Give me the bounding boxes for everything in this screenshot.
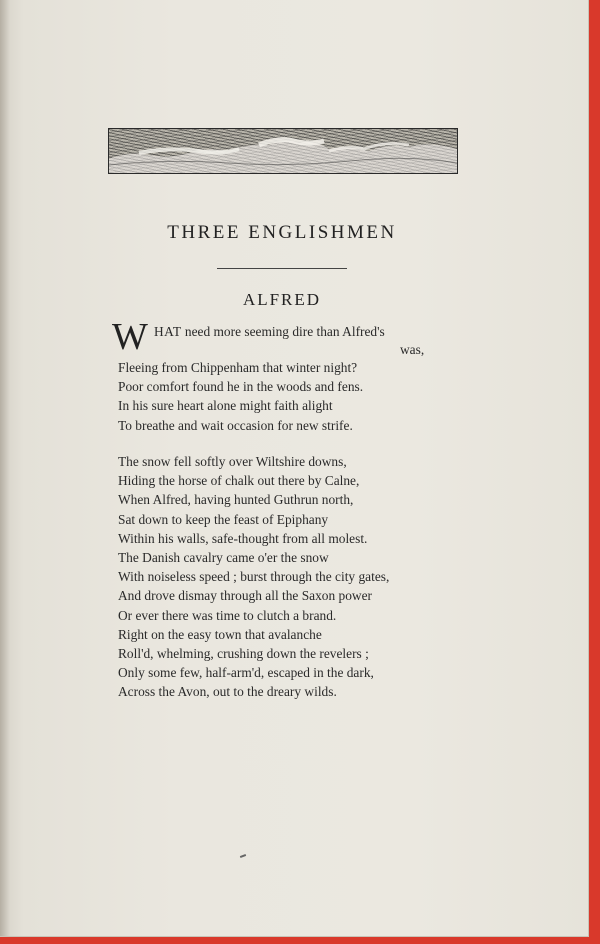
page-title: THREE ENGLISHMEN (167, 222, 397, 243)
poem-line: Fleeing from Chippenham that winter night? (118, 360, 358, 375)
poem-line: In his sure heart alone might faith alight (118, 398, 333, 414)
stanza-2 (118, 452, 389, 701)
poem-line: Within his walls, safe-thought from all molest. (118, 530, 368, 546)
engraved-landscape-icon (109, 129, 457, 173)
first-line-overflow: was, (400, 342, 425, 357)
poem-line: Sat down to keep the feast of Epiphany (118, 511, 329, 527)
poem-line: Right on the easy town that avalanche (118, 626, 322, 642)
poem-line: Only some few, half-arm'd, escaped in the dark, (118, 665, 374, 681)
poem-line: The snow fell softly over Wiltshire downs, (118, 454, 347, 469)
poem-line: Across the Avon, out to the dreary wilds. (118, 684, 337, 700)
poem-line: The Danish cavalry came o'er the snow (118, 549, 329, 565)
poem-line: Poor comfort found he in the woods and fens. (118, 379, 364, 395)
poem-line: When Alfred, having hunted Guthrun north, (118, 492, 354, 508)
spine-shadow (0, 0, 10, 936)
title-divider (217, 268, 347, 269)
poem-first-line (154, 324, 385, 340)
poem-line: To breathe and wait occasion for new strife. (118, 417, 353, 433)
drop-cap: W (112, 316, 148, 358)
paper-speck (240, 854, 246, 858)
poem-line: Roll'd, whelming, crushing down the revelers ; (118, 645, 369, 661)
poem-line: Or ever there was time to clutch a brand. (118, 607, 337, 623)
poem-line: With noiseless speed ; burst through the city gates, (118, 569, 390, 585)
stanza-1 (118, 358, 363, 435)
header-ornament-vignette (108, 128, 458, 174)
first-line-text: need more seeming dire than Alfred's (181, 324, 385, 339)
first-line-small-caps: HAT (154, 324, 182, 339)
poem-line: And drove dismay through all the Saxon power (118, 588, 373, 604)
poem-line: Hiding the horse of chalk out there by Calne, (118, 473, 360, 489)
section-heading: ALFRED (242, 290, 322, 309)
